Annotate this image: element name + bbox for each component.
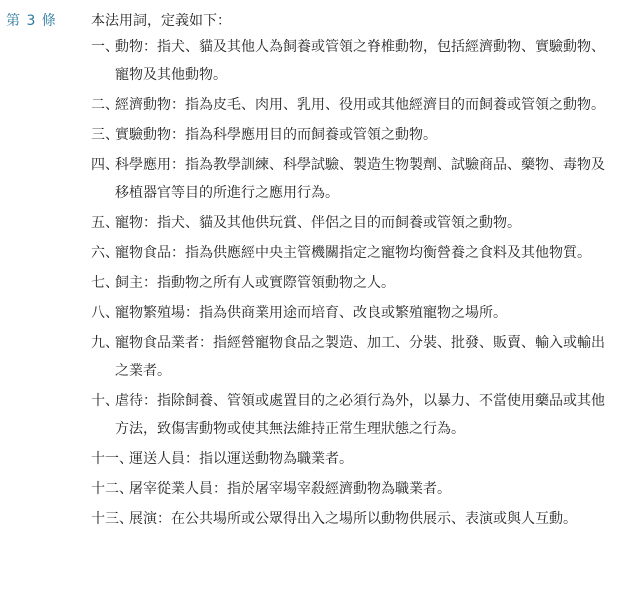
- item-number: 五、: [91, 215, 119, 231]
- item-number: 七、: [91, 275, 119, 291]
- definition-item: [91, 155, 615, 207]
- item-text: 屠宰從業人員：指於屠宰場宰殺經濟動物為職業者。: [129, 481, 451, 497]
- definition-item: [91, 509, 615, 533]
- item-number: 三、: [91, 127, 119, 143]
- item-text: 寵物食品業者：指經營寵物食品之製造、加工、分裝、批發、販賣、輸入或輸出之業者。: [115, 335, 605, 379]
- item-number: 八、: [91, 305, 119, 321]
- item-number: 四、: [91, 157, 119, 173]
- item-text: 實驗動物：指為科學應用目的而飼養或管領之動物。: [115, 127, 437, 143]
- item-text: 虐待：指除飼養、管領或處置目的之必須行為外，以暴力、不當使用藥品或其他方法，致傷害動物或使其無法維持正常生理狀態之行為。: [115, 393, 605, 437]
- item-text: 運送人員：指以運送動物為職業者。: [129, 451, 353, 467]
- definition-item: [91, 243, 615, 267]
- item-number: 十三、: [91, 511, 133, 527]
- definition-item: [91, 273, 615, 297]
- item-number: 十、: [91, 393, 119, 409]
- item-text: 經濟動物：指為皮毛、肉用、乳用、役用或其他經濟目的而飼養或管領之動物。: [115, 97, 605, 113]
- definition-item: [91, 95, 615, 119]
- definition-item: [91, 213, 615, 237]
- article-intro: 本法用詞，定義如下：: [91, 13, 231, 29]
- item-number: 一、: [91, 39, 119, 55]
- definition-item: [91, 391, 615, 443]
- item-text: 展演：在公共場所或公眾得出入之場所以動物供展示、表演或與人互動。: [129, 511, 577, 527]
- definition-item: [91, 333, 615, 385]
- definition-item: [91, 125, 615, 149]
- definition-list: [91, 37, 615, 533]
- definition-item: [91, 37, 615, 89]
- article-content: [91, 11, 615, 539]
- item-text: 寵物：指犬、貓及其他供玩賞、伴侶之目的而飼養或管領之動物。: [115, 215, 521, 231]
- item-text: 飼主：指動物之所有人或實際管領動物之人。: [115, 275, 395, 291]
- article-number: 第 3 條: [6, 13, 57, 29]
- item-text: 動物：指犬、貓及其他人為飼養或管領之脊椎動物，包括經濟動物、實驗動物、寵物及其他動物。: [115, 39, 605, 83]
- item-text: 寵物繁殖場：指為供商業用途而培育、改良或繁殖寵物之場所。: [115, 305, 507, 321]
- item-number: 二、: [91, 97, 119, 113]
- definition-item: [91, 479, 615, 503]
- item-number: 十一、: [91, 451, 133, 467]
- item-text: 寵物食品：指為供應經中央主管機關指定之寵物均衡營養之食料及其他物質。: [115, 245, 591, 261]
- item-text: 科學應用：指為教學訓練、科學試驗、製造生物製劑、試驗商品、藥物、毒物及移植器官等目的所進行之應用行為。: [115, 157, 605, 201]
- item-number: 十二、: [91, 481, 133, 497]
- item-number: 九、: [91, 335, 119, 351]
- item-number: 六、: [91, 245, 119, 261]
- definition-item: [91, 303, 615, 327]
- definition-item: [91, 449, 615, 473]
